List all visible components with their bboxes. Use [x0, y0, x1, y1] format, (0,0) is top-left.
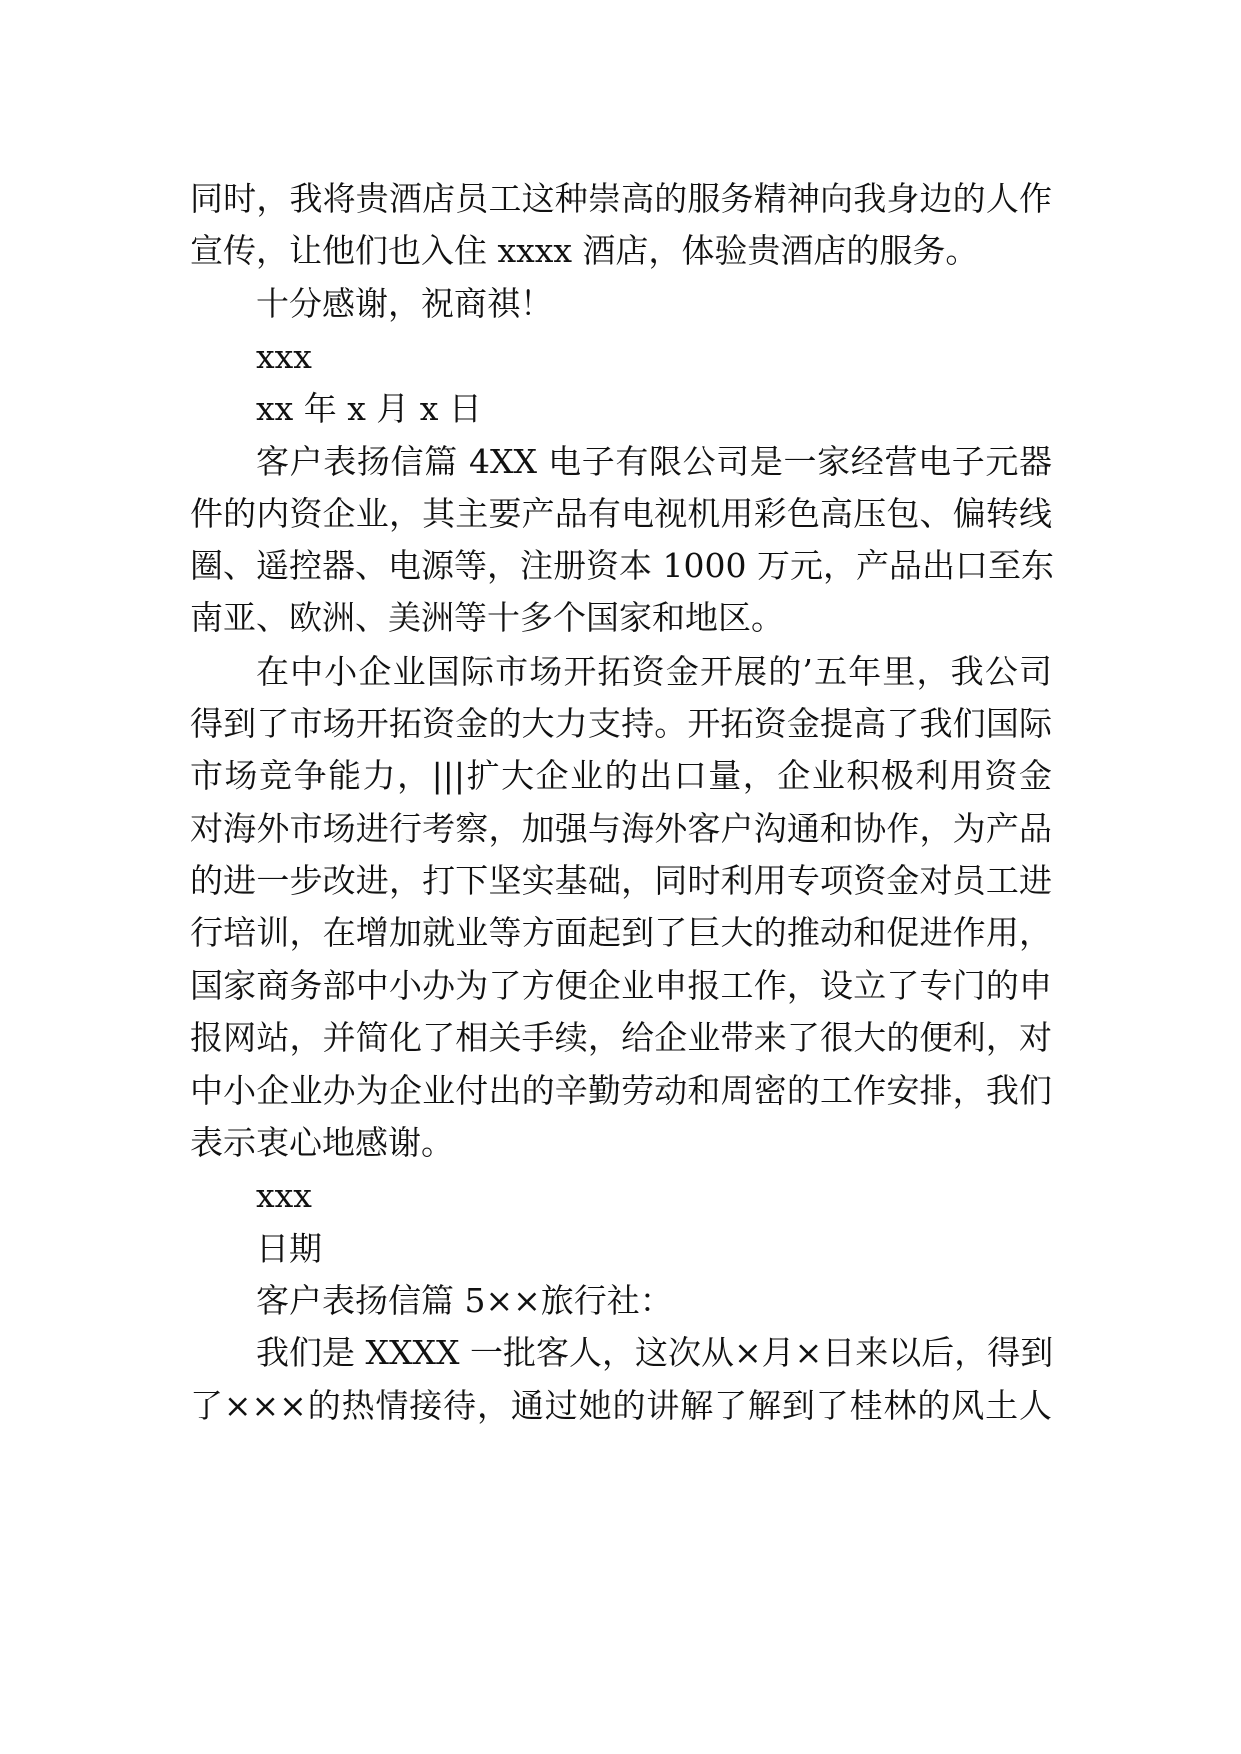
paragraph-line: 宣传，让他们也入住 xxxx 酒店，体验贵酒店的服务。: [190, 231, 979, 270]
date-line: xx 年 x 月 x 日: [256, 389, 482, 428]
paragraph-line: 同时，我将贵酒店员工这种崇高的服务精神向我身边的人作: [190, 179, 1052, 218]
paragraph-line: 圈、遥控器、电源等，注册资本 1000 万元，产品出口至东: [190, 546, 1054, 585]
date-line: 日期: [256, 1229, 322, 1268]
closing-line: 十分感谢，祝商祺！: [256, 284, 553, 323]
paragraph-line: 中小企业办为企业付出的辛勤劳动和周密的工作安排，我们: [190, 1071, 1052, 1110]
signature: xxx: [256, 337, 312, 376]
paragraph-line: 国家商务部中小办为了方便企业申报工作，设立了专门的申: [190, 966, 1052, 1005]
paragraph-line: 表示衷心地感谢。: [190, 1123, 454, 1162]
signature: xxx: [256, 1176, 312, 1215]
paragraph-line: 件的内资企业，其主要产品有电视机用彩色高压包、偏转线: [190, 494, 1052, 533]
paragraph-line: 在中小企业国际市场开拓资金开展的’五年里，我公司: [256, 652, 1052, 691]
section-heading-line: 客户表扬信篇 4XX 电子有限公司是一家经营电子元器: [256, 442, 1052, 481]
paragraph-line: 南亚、欧洲、美洲等十多个国家和地区。: [190, 598, 784, 637]
paragraph-line: 行培训，在增加就业等方面起到了巨大的推动和促进作用，: [190, 913, 1052, 952]
paragraph-line: 我们是 XXXX 一批客人，这次从×月×日来以后，得到: [256, 1333, 1054, 1372]
paragraph-line: 得到了市场开拓资金的大力支持。开拓资金提高了我们国际: [190, 704, 1052, 743]
paragraph-line: 市场竞争能力，|||扩大企业的出口量，企业积极利用资金: [190, 756, 1052, 795]
paragraph-line: 的进一步改进，打下坚实基础，同时利用专项资金对员工进: [190, 861, 1052, 900]
paragraph-line: 对海外市场进行考察，加强与海外客户沟通和协作，为产品: [190, 809, 1052, 848]
section-heading-line: 客户表扬信篇 5××旅行社：: [256, 1281, 673, 1320]
paragraph-line: 报网站，并简化了相关手续，给企业带来了很大的便利，对: [190, 1018, 1052, 1057]
paragraph-line: 了×××的热情接待，通过她的讲解了解到了桂林的风土人: [190, 1386, 1052, 1425]
